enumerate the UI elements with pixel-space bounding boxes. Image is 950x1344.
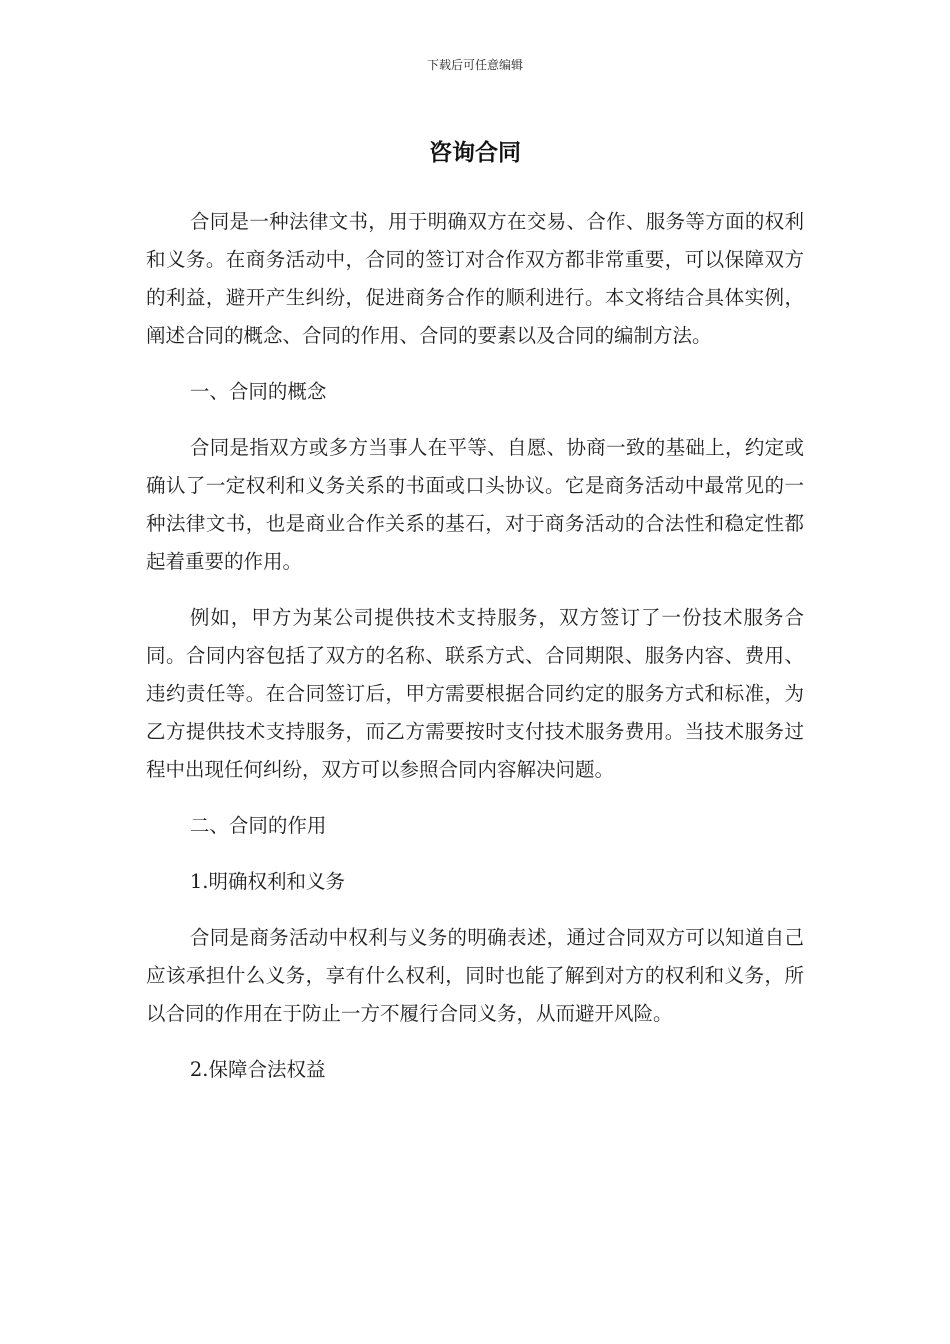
- rights-obligations-paragraph: 合同是商务活动中权利与义务的明确表述，通过合同双方可以知道自己应该承担什么义务，享有什么权利，同时也能了解到对方的权利和义务，所以合同的作用在于防止一方不履行合同义务，从而避开风险。: [146, 926, 804, 1025]
- page-header-note: 下载后可任意编辑: [426, 58, 523, 72]
- document-title: 咨询合同: [429, 140, 521, 166]
- intro-paragraph: 合同是一种法律文书，用于明确双方在交易、合作、服务等方面的权利和义务。在商务活动中，合同的签订对合作双方都非常重要，可以保障双方的利益，避开产生纠纷，促进商务合作的顺利进行。本文将结合具体实例，阐述合同的概念、合同的作用、合同的要素以及合同的编制方法。: [146, 210, 804, 347]
- document-body: [146, 203, 804, 1107]
- example-paragraph: 例如，甲方为某公司提供技术支持服务，双方签订了一份技术服务合同。合同内容包括了双方的名称、联系方式、合同期限、服务内容、费用、违约责任等。在合同签订后，甲方需要根据合同约定的服务方式和标准，为乙方提供技术支持服务，而乙方需要按时支付技术服务费用。当技术服务过程中出现任何纠纷，双方可以参照合同内容解决问题。: [146, 606, 804, 781]
- section-heading-concept: 一、合同的概念: [189, 380, 327, 403]
- section-heading-function: 二、合同的作用: [189, 814, 327, 837]
- subheading-legal-rights: 2.保障合法权益: [189, 1058, 326, 1081]
- subheading-rights-obligations: 1.明确权利和义务: [189, 870, 345, 893]
- concept-paragraph: 合同是指双方或多方当事人在平等、自愿、协商一致的基础上，约定或确认了一定权利和义务关系的书面或口头协议。它是商务活动中最常见的一种法律文书，也是商业合作关系的基石，对于商务活动的合法性和稳定性都起着重要的作用。: [146, 436, 804, 573]
